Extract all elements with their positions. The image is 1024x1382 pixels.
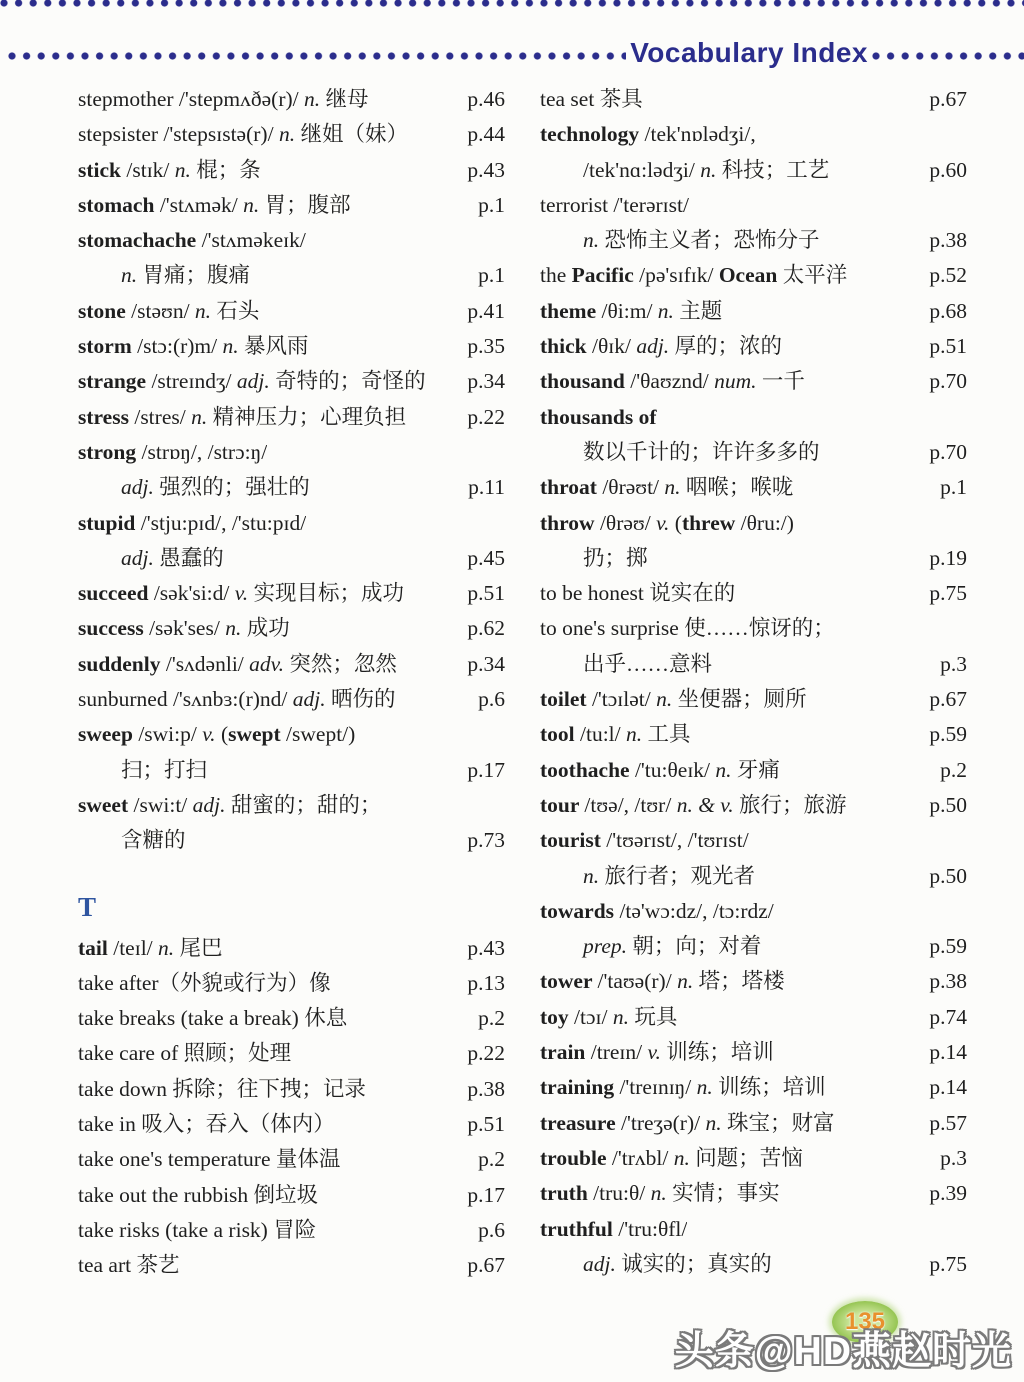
vocab-entry-text: take out the rubbish 倒垃圾	[78, 1182, 319, 1207]
vocab-entry	[540, 1176, 967, 1211]
vocab-entry	[540, 82, 967, 117]
vocab-entry-line	[78, 717, 505, 752]
vocab-entry-text: treasure /'treʒə(r)/ n. 珠宝；财富	[540, 1110, 835, 1135]
page-reference: p.50	[929, 792, 967, 817]
vocab-entry-line	[540, 400, 967, 435]
vocab-entry-line	[78, 753, 505, 788]
vocab-entry-line	[540, 753, 967, 788]
page-reference: p.38	[929, 969, 967, 994]
vocab-entry	[540, 717, 967, 752]
page-reference: p.50	[929, 863, 967, 888]
vocab-entry-line	[540, 541, 967, 576]
page-reference: p.6	[478, 687, 505, 712]
vocab-entry	[540, 506, 967, 577]
vocab-entry-text: terrorist /'terərɪst/	[540, 192, 689, 217]
vocab-entry-line	[78, 823, 505, 858]
page-reference: p.43	[467, 935, 505, 960]
vocab-entry-line	[78, 117, 505, 152]
page-reference: p.70	[929, 439, 967, 464]
vocab-entry-line	[540, 506, 967, 541]
page-reference: p.62	[467, 616, 505, 641]
page-reference: p.75	[929, 581, 967, 606]
vocab-entry	[540, 1141, 967, 1176]
page-reference: p.2	[940, 757, 967, 782]
vocab-entry-text: take risks (take a risk) 冒险	[78, 1217, 317, 1242]
vocab-entry-text: success /sək'ses/ n. 成功	[78, 616, 290, 641]
vocab-entry-text: stomachache /'stʌməkeɪk/	[78, 228, 306, 253]
vocab-entry-text: to be honest 说实在的	[540, 581, 736, 606]
page-reference: p.14	[929, 1040, 967, 1065]
vocab-entry-text: the Pacific /pə'sɪfɪk/ Ocean 太平洋	[540, 263, 848, 288]
vocab-entry-text: adj. 强烈的；强壮的	[121, 475, 310, 500]
vocab-entry	[540, 753, 967, 788]
vocab-entry-text: tower /'taʊə(r)/ n. 塔；塔楼	[540, 969, 785, 994]
vocab-entry-text: tour /tʊə/, /tʊr/ n. & v. 旅行；旅游	[540, 792, 847, 817]
page-reference: p.51	[929, 334, 967, 359]
vocab-entry-text: throat /θrəʊt/ n. 咽喉；喉咙	[540, 475, 794, 500]
header-dotted-line-left	[8, 52, 626, 61]
vocab-entry-line	[540, 823, 967, 858]
page-reference: p.11	[468, 475, 505, 500]
vocab-entry-line	[540, 258, 967, 293]
vocab-entry-line	[78, 788, 505, 823]
vocab-entry-line	[78, 1001, 505, 1036]
vocab-entry-text: thousands of	[540, 404, 657, 429]
vocab-entry-line	[78, 1248, 505, 1283]
vocab-entry	[540, 258, 967, 293]
vocab-entry-line	[78, 329, 505, 364]
vocabulary-index-columns	[78, 82, 968, 1284]
vocab-entry-line	[78, 258, 505, 293]
vocab-entry	[78, 364, 505, 399]
vocab-entry-text: truthful /'tru:θfl/	[540, 1216, 688, 1241]
vocab-entry-line	[78, 153, 505, 188]
vocab-entry-line	[78, 506, 505, 541]
vocab-entry-text: stick /stɪk/ n. 棍；条	[78, 157, 261, 182]
vocab-entry	[78, 682, 505, 717]
vocab-entry-text: toilet /'tɔɪlət/ n. 坐便器；厕所	[540, 687, 807, 712]
vocab-column-left	[78, 82, 505, 1284]
vocab-entry	[540, 611, 967, 682]
vocab-entry	[540, 1106, 967, 1141]
vocab-entry-text: 含糖的	[121, 828, 186, 853]
vocab-entry	[540, 894, 967, 965]
vocab-entry-line	[78, 1213, 505, 1248]
vocab-entry-text: strong /strɒŋ/, /strɔ:ŋ/	[78, 439, 268, 464]
page-reference: p.57	[929, 1110, 967, 1135]
page-reference: p.43	[467, 157, 505, 182]
page-header	[8, 37, 1024, 72]
page-reference: p.44	[467, 122, 505, 147]
vocab-entry-text: tea art 茶艺	[78, 1253, 180, 1278]
page-reference: p.68	[929, 298, 967, 323]
vocab-entry	[78, 1036, 505, 1071]
vocab-entry-line	[78, 576, 505, 611]
page-reference: p.35	[467, 334, 505, 359]
page-reference: p.60	[929, 157, 967, 182]
vocab-entry-line	[540, 576, 967, 611]
vocab-entry-line	[540, 1106, 967, 1141]
vocab-entry-line	[78, 647, 505, 682]
vocab-entry-text: prep. 朝；向；对着	[583, 934, 762, 959]
vocab-entry-line	[540, 682, 967, 717]
vocab-entry-line	[78, 82, 505, 117]
vocab-entry	[540, 823, 967, 894]
page-reference: p.19	[929, 545, 967, 570]
vocab-entry	[540, 682, 967, 717]
vocab-entry	[78, 294, 505, 329]
vocab-entry	[78, 1072, 505, 1107]
page-reference: p.38	[929, 228, 967, 253]
page-reference: p.1	[478, 192, 505, 217]
vocab-entry-text: sweet /swi:t/ adj. 甜蜜的；甜的；	[78, 792, 382, 817]
vocab-entry-text: stepmother /'stepmʌðə(r)/ n. 继母	[78, 87, 369, 111]
vocab-entry-line	[540, 435, 967, 470]
page-reference: p.22	[467, 1041, 505, 1066]
vocab-entry-text: sweep /swi:p/ v. (swept /swept/)	[78, 722, 356, 747]
page-reference: p.34	[467, 651, 505, 676]
page-reference: p.17	[467, 1182, 505, 1207]
vocab-entry-text: tool /tu:l/ n. 工具	[540, 722, 691, 747]
vocab-entry-text: take breaks (take a break) 休息	[78, 1006, 348, 1031]
vocab-entry-line	[78, 541, 505, 576]
vocab-entry-text: tourist /'tʊərɪst/, /'tʊrɪst/	[540, 828, 749, 853]
vocab-entry-text: /tek'nɑ:lədʒi/ n. 科技；工艺	[583, 157, 830, 182]
vocab-entry-line	[540, 1035, 967, 1070]
vocab-entry-text: 扔；掷	[583, 545, 648, 570]
top-edge-dotted-line	[0, 0, 1024, 8]
page-reference: p.3	[940, 651, 967, 676]
vocab-entry	[78, 117, 505, 152]
page-reference: p.59	[929, 934, 967, 959]
vocab-entry	[540, 1212, 967, 1283]
page-reference: p.51	[467, 581, 505, 606]
vocab-entry-line	[78, 364, 505, 399]
vocab-entry-line	[78, 188, 505, 223]
page-reference: p.67	[929, 87, 967, 111]
vocab-entry-text: stomach /'stʌmək/ n. 胃；腹部	[78, 192, 351, 217]
vocab-entry-line	[78, 294, 505, 329]
vocab-entry	[540, 188, 967, 259]
page-reference: p.59	[929, 722, 967, 747]
vocab-entry-text: 出乎……意料	[583, 651, 713, 676]
vocab-entry	[78, 1107, 505, 1142]
vocab-entry-text: n. 旅行者；观光者	[583, 863, 756, 888]
vocab-column-right	[540, 82, 967, 1284]
vocab-entry-text: take care of 照顾；处理	[78, 1041, 292, 1066]
vocab-entry-line	[78, 682, 505, 717]
vocab-entry-text: truth /tru:θ/ n. 实情；事实	[540, 1181, 780, 1206]
vocab-entry-text: suddenly /'sʌdənli/ adv. 突然；忽然	[78, 651, 397, 676]
vocab-entry-text: 扫；打扫	[121, 757, 208, 782]
vocab-entry	[540, 1070, 967, 1105]
page-reference: p.70	[929, 369, 967, 394]
page-reference: p.1	[478, 263, 505, 288]
vocab-entry-line	[540, 1141, 967, 1176]
vocab-entry-line	[78, 470, 505, 505]
vocab-entry-text: stress /stres/ n. 精神压力；心理负担	[78, 404, 407, 429]
page-reference: p.73	[467, 828, 505, 853]
vocab-entry-text: adj. 诚实的；真实的	[583, 1251, 772, 1276]
vocab-entry-line	[540, 1176, 967, 1211]
vocab-entry-line	[540, 117, 967, 152]
page-reference: p.6	[478, 1217, 505, 1242]
vocab-entry-line	[78, 435, 505, 470]
vocab-entry-line	[78, 1107, 505, 1142]
vocab-entry-text: technology /tek'nɒlədʒi/,	[540, 122, 756, 147]
vocab-entry-text: training /'treɪnɪŋ/ n. 训练；培训	[540, 1075, 826, 1100]
vocab-entry	[78, 788, 505, 859]
vocab-entry	[78, 188, 505, 223]
vocab-entry-line	[540, 1000, 967, 1035]
vocab-entry-line	[540, 964, 967, 999]
page-reference: p.38	[467, 1076, 505, 1101]
page-reference: p.75	[929, 1251, 967, 1276]
vocab-entry-line	[540, 364, 967, 399]
vocab-entry-text: stone /stəʊn/ n. 石头	[78, 298, 260, 323]
section-letter: T	[78, 891, 97, 922]
page-reference: p.51	[467, 1112, 505, 1137]
page-reference: p.34	[467, 369, 505, 394]
vocab-entry	[540, 364, 967, 399]
vocab-entry	[78, 1213, 505, 1248]
vocab-entry-text: trouble /'trʌbl/ n. 问题；苦恼	[540, 1145, 803, 1170]
vocab-entry-text: succeed /sək'si:d/ v. 实现目标；成功	[78, 581, 404, 606]
vocab-entry-line	[540, 329, 967, 364]
vocab-entry-text: thousand /'θaʊznd/ num. 一千	[540, 369, 805, 394]
vocab-entry	[78, 647, 505, 682]
vocab-entry-line	[540, 82, 967, 117]
vocab-entry-text: theme /θi:m/ n. 主题	[540, 298, 723, 323]
vocab-entry	[78, 1178, 505, 1213]
vocab-entry-text: train /treɪn/ v. 训练；培训	[540, 1040, 774, 1065]
vocab-entry-text: thick /θɪk/ adj. 厚的；浓的	[540, 334, 783, 359]
page-reference: p.1	[940, 475, 967, 500]
page-reference: p.67	[929, 687, 967, 712]
vocab-entry-text: take one's temperature 量体温	[78, 1147, 341, 1172]
vocab-entry	[78, 506, 505, 577]
watermark-text: 头条@HD燕赵时光	[674, 1330, 1012, 1373]
vocab-entry-text: stepsister /'stepsɪstə(r)/ n. 继姐（妹）	[78, 122, 408, 147]
page-title: Vocabulary Index	[630, 37, 868, 68]
vocab-entry	[78, 966, 505, 1001]
vocab-entry-text: adj. 愚蠢的	[121, 545, 224, 570]
vocab-entry-line	[78, 931, 505, 966]
vocab-entry-line	[540, 647, 967, 682]
vocab-entry	[78, 717, 505, 788]
vocab-entry-line	[540, 1247, 967, 1282]
vocab-entry-text: tea set 茶具	[540, 87, 643, 111]
vocab-entry	[540, 329, 967, 364]
vocab-entry	[78, 931, 505, 966]
vocab-entry-text: 数以千计的；许许多多的	[583, 439, 820, 464]
vocab-entry-line	[540, 223, 967, 258]
vocab-entry	[540, 964, 967, 999]
page-reference: p.14	[929, 1075, 967, 1100]
vocab-entry	[540, 294, 967, 329]
vocab-entry	[78, 153, 505, 188]
page-reference: p.39	[929, 1181, 967, 1206]
vocab-entry	[78, 611, 505, 646]
page-reference: p.13	[467, 970, 505, 995]
page-reference: p.67	[467, 1253, 505, 1278]
vocab-entry	[540, 1000, 967, 1035]
vocab-entry-text: take after（外貌或行为）像	[78, 970, 331, 995]
vocab-entry-text: take in 吸入；吞入（体内）	[78, 1112, 335, 1137]
vocab-entry	[78, 1001, 505, 1036]
page-reference: p.45	[467, 545, 505, 570]
page-reference: p.22	[467, 404, 505, 429]
vocab-entry-line	[540, 294, 967, 329]
vocab-entry-text: n. 胃痛；腹痛	[121, 263, 251, 288]
vocab-entry	[78, 329, 505, 364]
vocab-entry-text: toy /tɔɪ/ n. 玩具	[540, 1004, 678, 1029]
vocab-entry	[78, 1142, 505, 1177]
vocab-entry	[540, 117, 967, 188]
page-reference: p.46	[467, 87, 505, 111]
vocab-entry-text: take down 拆除；往下拽；记录	[78, 1076, 366, 1101]
vocab-entry-text: to one's surprise 使……惊讶的；	[540, 616, 835, 641]
vocab-entry-text: towards /tə'wɔ:dz/, /tɔ:rdz/	[540, 898, 774, 923]
page-reference: p.2	[478, 1006, 505, 1031]
vocab-entry-line	[78, 400, 505, 435]
vocab-entry-line	[78, 1142, 505, 1177]
vocab-entry-line	[78, 223, 505, 258]
vocab-entry-text: storm /stɔ:(r)m/ n. 暴风雨	[78, 334, 309, 359]
vocab-entry-text: stupid /'stju:pɪd/, /'stu:pɪd/	[78, 510, 307, 535]
vocab-entry-text: n. 恐怖主义者；恐怖分子	[583, 228, 820, 253]
page-reference: p.41	[467, 298, 505, 323]
vocab-entry-line	[540, 188, 967, 223]
vocab-entry-text: toothache /'tu:θeɪk/ n. 牙痛	[540, 757, 780, 782]
header-dotted-line-right	[872, 52, 1024, 61]
vocab-entry	[78, 1248, 505, 1283]
vocab-entry-line	[540, 153, 967, 188]
page-reference: p.3	[940, 1145, 967, 1170]
vocab-entry	[78, 576, 505, 611]
vocab-entry-line	[78, 1072, 505, 1107]
vocab-entry	[540, 788, 967, 823]
vocab-entry-line	[78, 1178, 505, 1213]
vocab-entry-text: throw /θrəʊ/ v. (threw /θru:/)	[540, 510, 794, 535]
page-number-badge: 135	[832, 1301, 898, 1343]
page-reference: p.2	[478, 1147, 505, 1172]
vocab-entry-line	[540, 859, 967, 894]
vocab-entry	[78, 82, 505, 117]
vocab-entry-line	[540, 1070, 967, 1105]
vocab-entry	[540, 1035, 967, 1070]
vocab-entry-text: sunburned /'sʌnbɜ:(r)nd/ adj. 晒伤的	[78, 687, 396, 712]
vocab-entry-line	[540, 788, 967, 823]
vocab-entry-line	[540, 1212, 967, 1247]
vocab-entry-line	[540, 717, 967, 752]
vocab-entry-text: strange /streɪndʒ/ adj. 奇特的；奇怪的	[78, 369, 426, 394]
page-reference: p.74	[929, 1004, 967, 1029]
vocab-entry-text: tail /teɪl/ n. 尾巴	[78, 935, 223, 960]
vocab-entry-line	[78, 611, 505, 646]
vocab-entry-line	[540, 470, 967, 505]
vocab-entry	[78, 435, 505, 506]
vocab-entry	[78, 223, 505, 294]
page-reference: p.17	[467, 757, 505, 782]
vocab-entry-line	[78, 1036, 505, 1071]
vocab-entry-line	[78, 966, 505, 1001]
vocab-entry-line	[540, 611, 967, 646]
vocab-entry	[540, 576, 967, 611]
vocab-entry-line	[540, 929, 967, 964]
page-reference: p.52	[929, 263, 967, 288]
vocab-entry-line	[540, 894, 967, 929]
vocab-entry	[78, 400, 505, 435]
vocab-entry	[540, 470, 967, 505]
vocab-entry	[540, 400, 967, 471]
